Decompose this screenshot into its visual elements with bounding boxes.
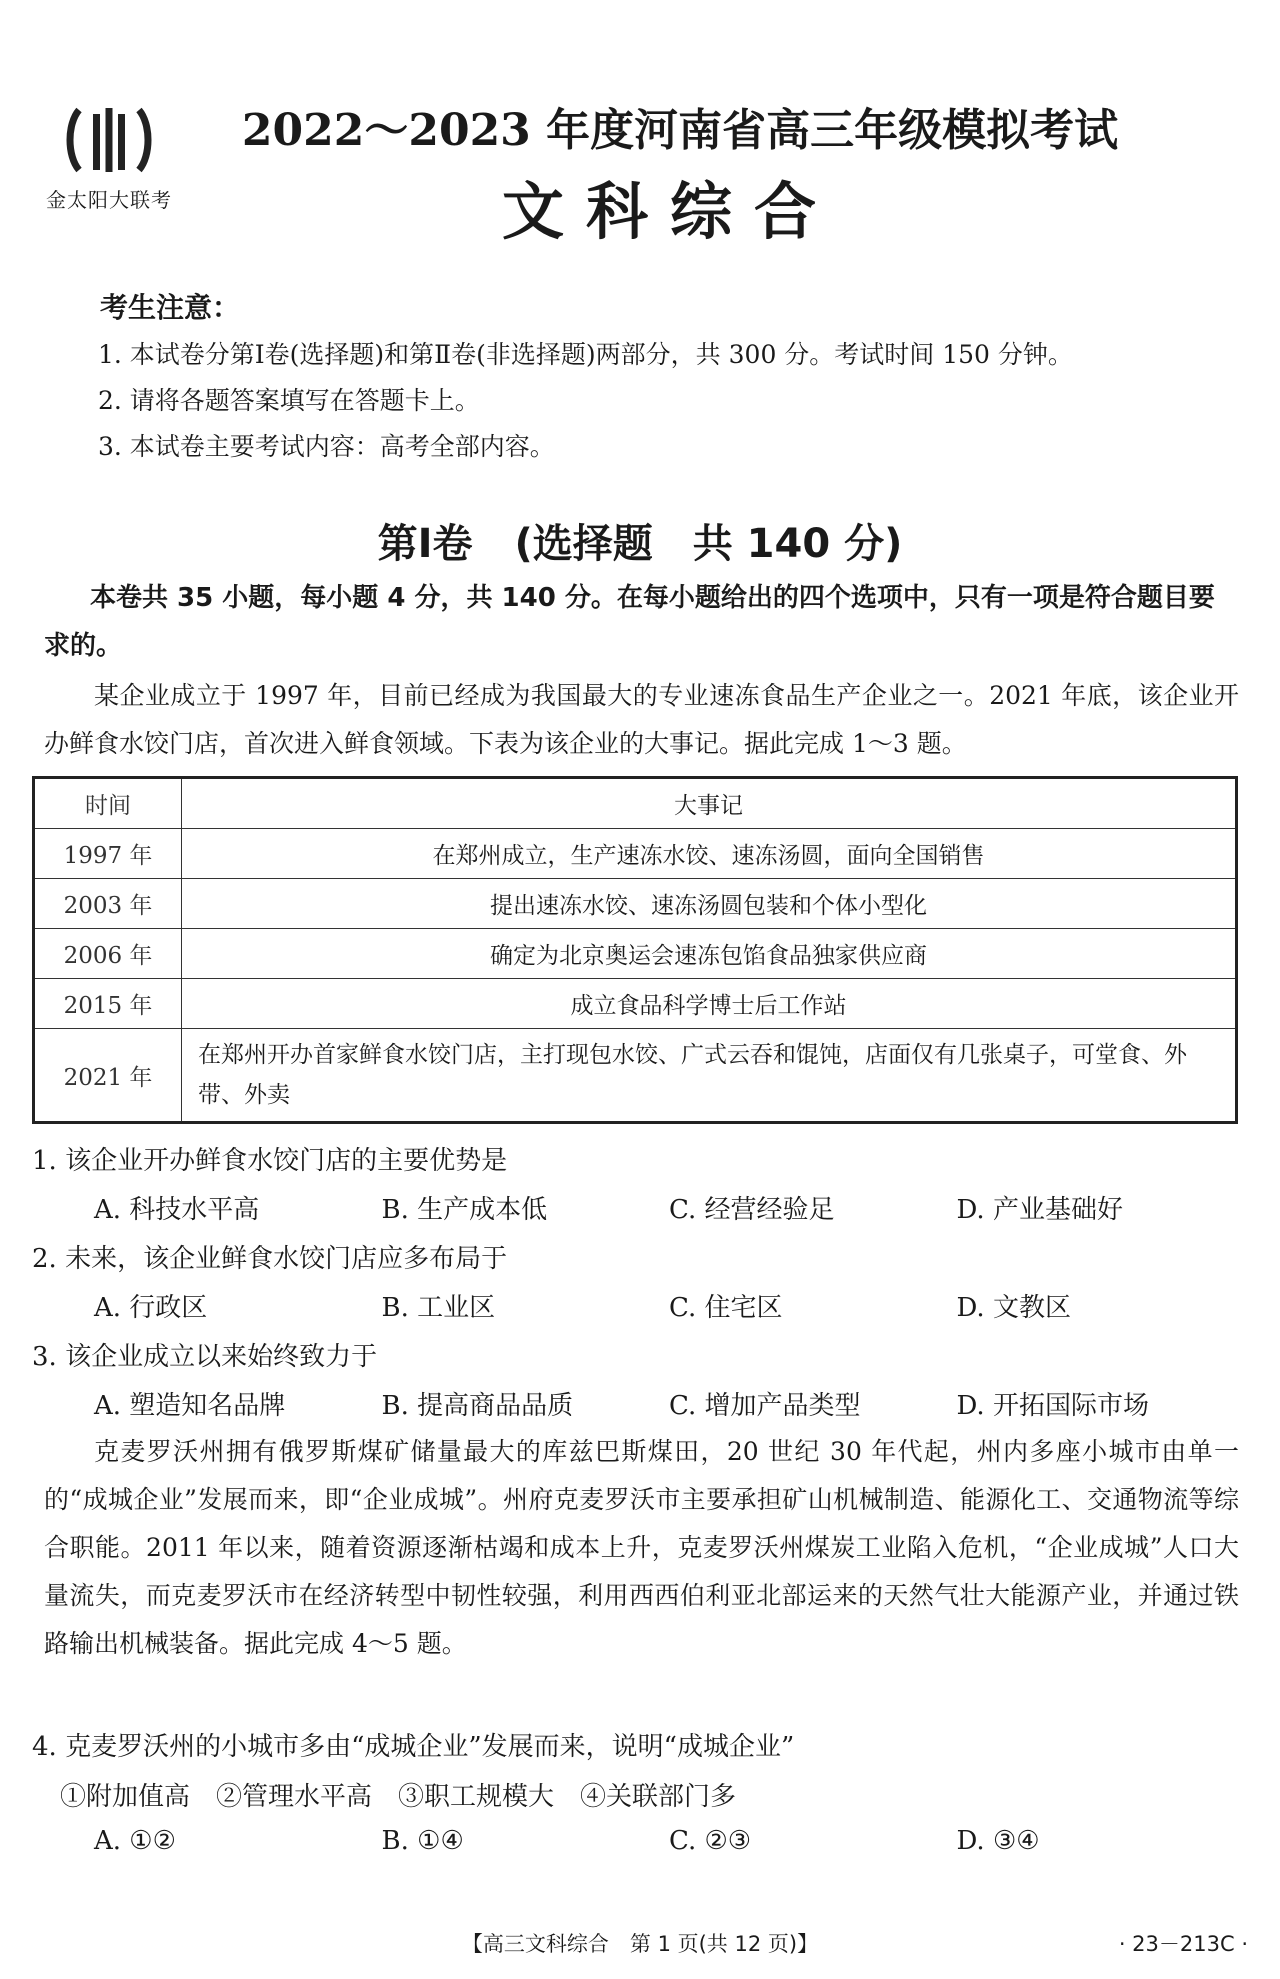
- exam-subject: 文科综合: [501, 175, 838, 248]
- option-b: B. 生产成本低: [381, 1195, 548, 1225]
- option-a: A. 行政区: [94, 1293, 208, 1323]
- option-b: B. 提高商品品质: [381, 1391, 574, 1421]
- table-cell-year: 2021 年: [34, 1029, 182, 1123]
- question-stem: 3. 该企业成立以来始终致力于: [32, 1342, 378, 1372]
- page-number: 【高三文科综合 第 1 页(共 12 页)】: [461, 1932, 819, 1956]
- table-cell-event: 在郑州开办首家鲜食水饺门店，主打现包水饺、广式云吞和馄饨，店面仅有几张桌子，可堂食、外带、外卖: [182, 1029, 1237, 1123]
- option-d: D. 产业基础好: [956, 1195, 1123, 1225]
- table-cell-year: 2006 年: [34, 929, 182, 979]
- option-b: B. ①④: [381, 1826, 464, 1856]
- option-d: D. 开拓国际市场: [956, 1391, 1149, 1421]
- section-part: 第Ⅰ卷: [377, 521, 473, 567]
- option-b: B. 工业区: [381, 1293, 496, 1323]
- question-stem: 4. 克麦罗沃州的小城市多由“成城企业”发展而来，说明“成城企业”: [32, 1732, 795, 1762]
- table-header: 时间: [34, 778, 182, 829]
- question-options: [94, 1189, 1244, 1226]
- notice-item: 1. 本试卷分第Ⅰ卷(选择题)和第Ⅱ卷(非选择题)两部分，共 300 分。考试时间 150 分钟。: [98, 340, 1073, 369]
- table-cell-year: 2015 年: [34, 979, 182, 1029]
- section-intro: 本卷共 35 小题，每小题 4 分，共 140 分。在每小题给出的四个选项中，只有一项是符合题目要求的。: [44, 583, 1215, 661]
- section-desc: (选择题 共 140 分): [514, 521, 903, 567]
- option-d: D. ③④: [956, 1826, 1040, 1856]
- option-c: C. 经营经验足: [669, 1195, 835, 1225]
- table-row: [34, 879, 1237, 929]
- table-cell-event: 确定为北京奥运会速冻包馅食品独家供应商: [182, 929, 1237, 979]
- passage-1: 某企业成立于 1997 年，目前已经成为我国最大的专业速冻食品生产企业之一。2021 年底，该企业开办鲜食水饺门店，首次进入鲜食领域。下表为该企业的大事记。据此完成 1～3 题。: [44, 681, 1239, 758]
- table-cell-year: 1997 年: [34, 829, 182, 879]
- table-cell-event: 在郑州成立，生产速冻水饺、速冻汤圆，面向全国销售: [182, 829, 1237, 879]
- question-options: [94, 1826, 1244, 1856]
- question-statements: ①附加值高 ②管理水平高 ③职工规模大 ④关联部门多: [60, 1782, 737, 1812]
- question-options: [94, 1287, 1244, 1324]
- table-cell-year: 2003 年: [34, 879, 182, 929]
- option-a: A. 科技水平高: [94, 1195, 260, 1225]
- notice-heading: 考生注意：: [100, 291, 241, 324]
- table-row: [34, 929, 1237, 979]
- table-row: [34, 979, 1237, 1029]
- table-cell-event: 提出速冻水饺、速冻汤圆包装和个体小型化: [182, 879, 1237, 929]
- notice-item: 3. 本试卷主要考试内容：高考全部内容。: [98, 432, 555, 461]
- option-a: A. ①②: [94, 1826, 176, 1856]
- option-a: A. 塑造知名品牌: [94, 1391, 286, 1421]
- events-table: [32, 776, 1238, 1124]
- notice-item: 2. 请将各题答案填写在答题卡上。: [98, 386, 480, 415]
- option-c: C. ②③: [669, 1826, 752, 1856]
- passage-2: 克麦罗沃州拥有俄罗斯煤矿储量最大的库兹巴斯煤田，20 世纪 30 年代起，州内多座小城市由单一的“成城企业”发展而来，即“企业成城”。州府克麦罗沃市主要承担矿山机械制造、能源化工、交通物流等综合职能。2011 年以来，随着资源逐渐枯竭和成本上升，克麦罗沃州煤炭工业陷入危机，“企业成城”人口大量流失，而克麦罗沃市在经济转型中韧性较强，利用西西伯利亚北部运来的天然气壮大能源产业，并通过铁路输出机械装备。据此完成 4～5 题。: [44, 1437, 1239, 1658]
- option-c: C. 住宅区: [669, 1293, 783, 1323]
- exam-title: 2022～2023 年度河南省高三年级模拟考试: [241, 105, 1119, 156]
- notice-list: [98, 332, 1258, 470]
- table-cell-event: 成立食品科学博士后工作站: [182, 979, 1237, 1029]
- table-row: [34, 829, 1237, 879]
- option-c: C. 增加产品类型: [669, 1391, 861, 1421]
- section-title: [0, 512, 1280, 569]
- question-options: [94, 1385, 1244, 1422]
- paper-code: · 23－213C ·: [1118, 1932, 1248, 1956]
- question-stem: 1. 该企业开办鲜食水饺门店的主要优势是: [32, 1146, 508, 1176]
- table-header: 大事记: [182, 778, 1237, 829]
- option-d: D. 文教区: [956, 1293, 1071, 1323]
- question-stem: 2. 未来，该企业鲜食水饺门店应多布局于: [32, 1244, 508, 1274]
- table-header-row: [34, 778, 1237, 829]
- table-row: [34, 1029, 1237, 1123]
- logo-text: 金太阳大联考: [46, 188, 172, 212]
